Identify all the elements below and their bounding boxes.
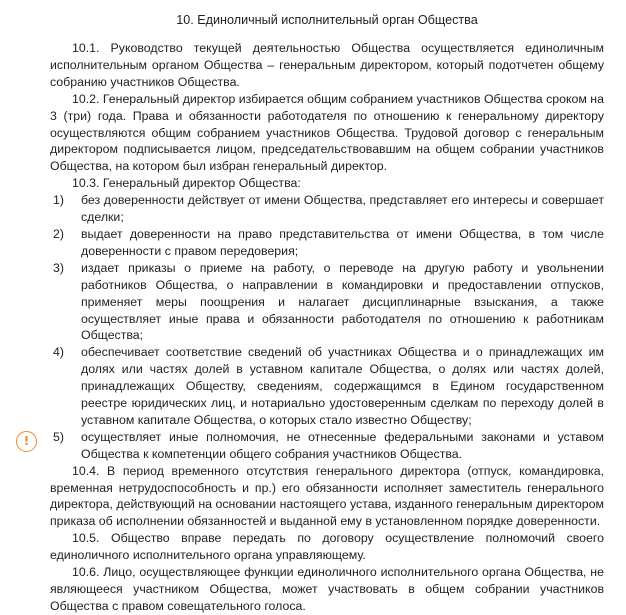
paragraph-10-2: 10.2. Генеральный директор избирается общим собранием участников Общества сроком на 3 (три) года. Права и обязанности работодателя по отношению к генеральному директору осуществляются общим собранием участников Общества. Трудовой договор с генеральным директором подписывается лицом, председательствовавшим на общем собрании участников Общества, на котором был избран генеральный директор. — [50, 91, 604, 174]
list-text: без доверенности действует от имени Общества, представляет его интересы и совершает сделки; — [81, 193, 604, 225]
list-item-4 — [50, 344, 604, 429]
paragraph-10-6: 10.6. Лицо, осуществляющее функции единоличного исполнительного органа Общества, не являющееся участником Общества, может участвовать в общем собрании участников Общества с правом совещательного голоса. — [50, 565, 604, 613]
list-number: 3) — [53, 260, 64, 275]
paragraph-10-5: 10.5. Общество вправе передать по договору осуществление полномочий своего единоличного исполнительного органа управляющему. — [50, 531, 604, 563]
list-item-3 — [50, 260, 604, 345]
list-text: издает приказы о приеме на работу, о переводе на другую работу и увольнении работников Общества, о направлении в командировки и предоставлении отпусков, применяет меры поощрения и налагает дисциплинарные взыскания, а также осуществляет иные права и обязанности работодателя по отношению к работникам Общества; — [81, 260, 604, 343]
paragraph-10-3: 10.3. Генеральный директор Общества: — [72, 176, 301, 191]
list-text: выдает доверенности на право представительства от имени Общества, в том числе доверенности с правом передоверия; — [81, 226, 604, 258]
list-number: 2) — [53, 226, 64, 241]
document-body — [50, 0, 604, 615]
list-number: 5) — [53, 429, 64, 444]
attention-marker-icon: ! — [16, 431, 37, 452]
section-title: 10. Единоличный исполнительный орган Общества — [176, 13, 478, 27]
list-number: 1) — [53, 193, 64, 208]
list-number: 4) — [53, 345, 64, 360]
list-text: осуществляет иные полномочия, не отнесенные федеральными законами и уставом Общества к компетенции общего собрания участников Общества. — [81, 429, 604, 461]
list-item-1 — [50, 192, 604, 226]
list-item-2 — [50, 226, 604, 260]
list-text: обеспечивает соответствие сведений об участниках Общества и о принадлежащих им долях или частях долей в уставном капитале Общества, о долях или частях долей, принадлежащих Обществу, сведениям, содержащимся в Едином государственном реестре юридических лиц, и нотариально удостоверенным сделкам по переходу долей в уставном капитале Общества, о которых стало известно Обществу; — [81, 345, 604, 427]
list-item-5 — [50, 429, 604, 463]
paragraph-10-1: 10.1. Руководство текущей деятельностью Общества осуществляется единоличным исполнительным органом Общества – генеральным директором, который подотчетен общему собранию участников Общества. — [50, 41, 604, 89]
paragraph-10-4: 10.4. В период временного отсутствия генерального директора (отпуск, командировка, временная нетрудоспособность и пр.) его обязанности исполняет заместитель генерального директора, действующий на основании настоящего устава, изданного генеральным директором приказа об исполнении обязанностей и выданной ему в установленном порядке доверенности. — [50, 463, 604, 529]
